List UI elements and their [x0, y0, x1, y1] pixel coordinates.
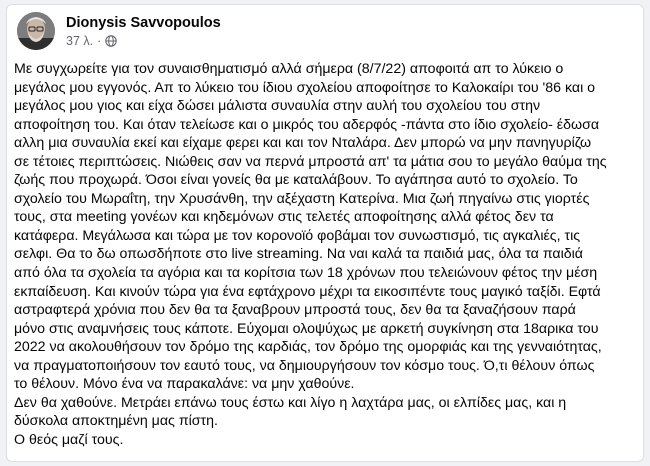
post-line: δύσκολα αποκτημένη μας πίστη.: [14, 413, 218, 430]
post-line: Ο θεός μαζί τους.: [14, 431, 124, 448]
post-line: εκπαίδευση. Και κινούν τώρα για ένα εφτάχρονο μέχρι τα εικοσιπέντε τους μαγικό ταξίδι. Εφτά: [14, 283, 601, 300]
post-line: μεγάλος μου γιος και είχα δώσει μάλιστα συναυλία στην αυλή του σχολείου του στην: [14, 98, 541, 115]
post-meta: [66, 34, 117, 48]
post-line: μόνο στις αναμνήσεις τους κάποτε. Εύχομαι ολοψύχως με αρκετή συγκίνηση στα 18αρικα του: [14, 320, 599, 337]
post-line: Δεν θα χαθούνε. Μετράει επάνω τους έστω και λίγο η λαχτάρα μας, οι ελπίδες μας, και η: [14, 394, 567, 411]
post-card: [6, 4, 644, 462]
post-line: 2022 να ακολουθήσουν τον δρόμο της καρδιάς, τον δρόμο της ομορφιάς και της γενναιότητας,: [14, 339, 602, 356]
post-line: ζωής που προχωρά. Όσοι είναι γονείς θα με καταλάβουν. Το αγάπησα αυτό το σχολείο. Το: [14, 172, 578, 189]
post-line: τους, στα meeting γονέων και κηδεμόνων στις τελετές αποφοίτησης αλλά φέτος δεν τα: [14, 209, 554, 226]
post-line: από όλα τα σχολεία τα αγόρια και τα κορίτσια των 18 χρόνων που τελειώνουν φέτος την μέση: [14, 265, 598, 282]
post-line: να πραγματοποιήσουν τον εαυτό τους, να δημιουργήσουν τον κόσμο τους. Ό,τι θέλουν όπως: [14, 357, 595, 374]
post-line: αλλη μια συναυλία εκεί και είχαμε φερει και και τον Νταλάρα. Δεν μπορώ να μην πανηγυρίζω: [14, 135, 592, 152]
post-line: μεγάλος μου εγγονός. Απ το λύκειο του ίδιου σχολείου αποφοίτησε το Καλοκαίρι του '86 και ο: [14, 79, 596, 96]
post-line: αποφοίτηση του. Και όταν τελείωσε και ο μικρός του αδερφός -πάντα στο ίδιο σχολείο- έδωσα: [14, 116, 600, 133]
post-line: Με συγχωρείτε για τον συναισθηματισμό αλλά σήμερα (8/7/22) αποφοιτά απ το λύκειο ο: [14, 61, 564, 77]
post-line: σελφι. Θα το δω οπωσδήποτε στο live streaming. Να ναι καλά τα παιδιά μας, όλα τα παιδιά: [14, 246, 584, 263]
post-text: [14, 60, 640, 449]
meta-separator: ·: [97, 34, 102, 48]
post-line: αστραφτερά χρόνια που δεν θα τα ξαναβρουν μπροστά τους, δεν θα τα ξαναζήσουν παρά: [14, 302, 576, 319]
post-line: σε τέτοιες περιπτώσεις. Νιώθεις σαν να περνά μπροστά απ' τα μάτια σου το μεγάλο θαύμα της: [14, 153, 607, 170]
globe-icon: [105, 35, 117, 47]
post-line: το θέλουν. Μόνο ένα να παρακαλάνε: να μην χαθούνε.: [14, 376, 355, 393]
post-line: κατάφερα. Μεγάλωσα και τώρα με τον κορονοϊό φοβάμαι τον συνωστισμό, τις αγκαλιές, τις: [14, 227, 581, 244]
post-line: σχολείο του Μωραΐτη, την Χρυσάνθη, την αξέχαστη Κατερίνα. Μια ζωή πηγαίνω στις γιορτές: [14, 190, 590, 207]
avatar[interactable]: [17, 12, 55, 50]
author-name[interactable]: Dionysis Savvopoulos: [66, 15, 221, 31]
post-timestamp[interactable]: 37 λ.: [66, 34, 94, 48]
